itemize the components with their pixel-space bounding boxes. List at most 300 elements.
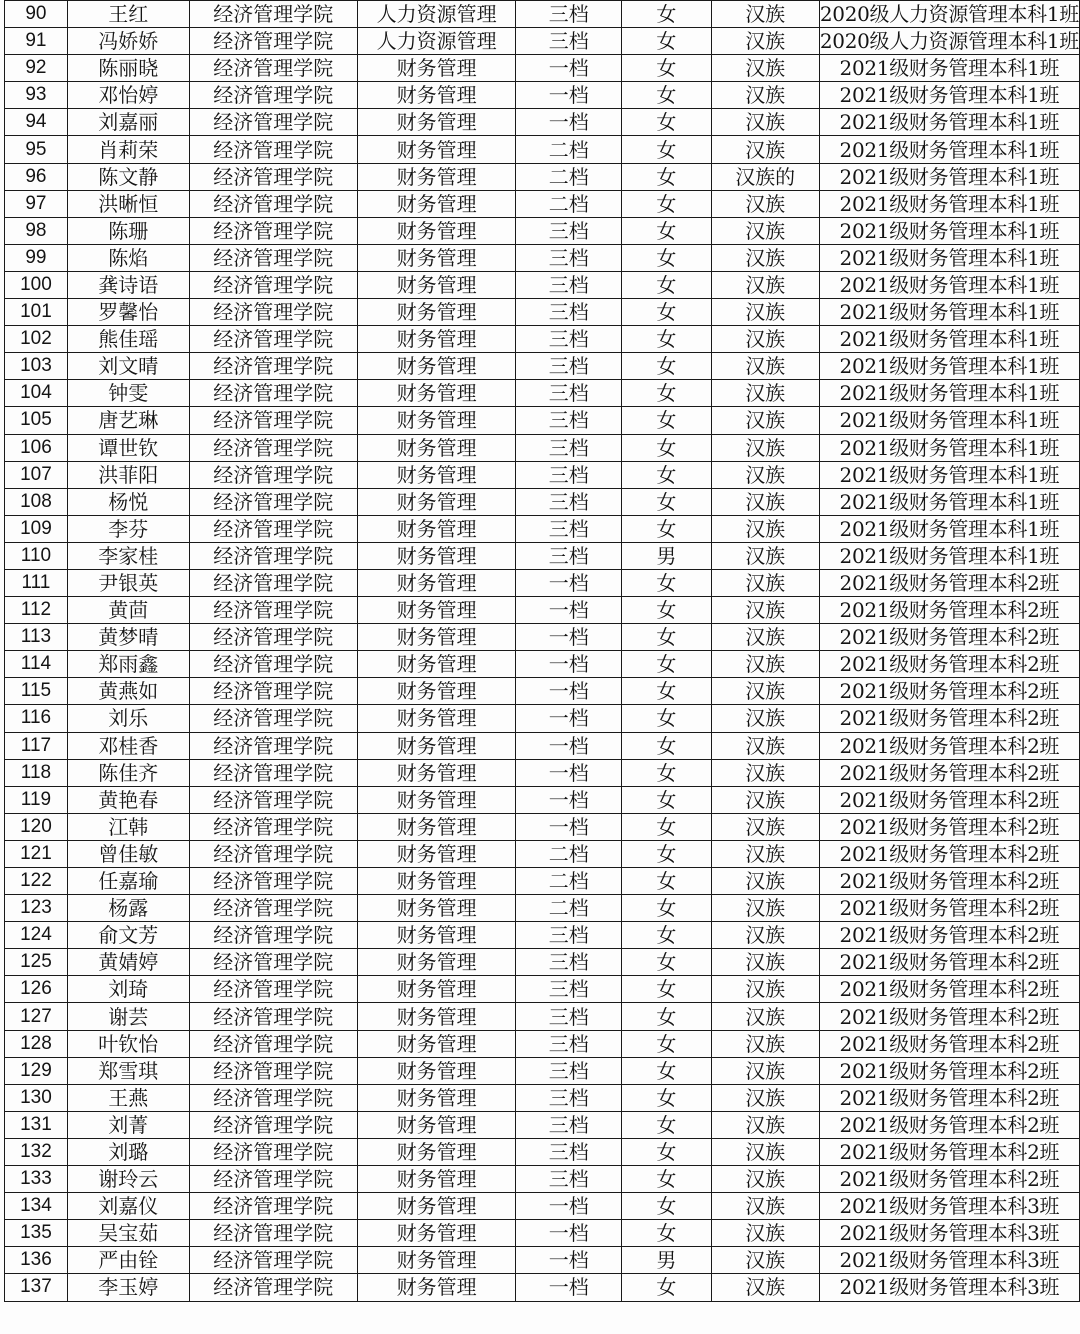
table-row bbox=[5, 1138, 1080, 1165]
gender-cell: 女 bbox=[622, 1274, 711, 1301]
gender-cell: 女 bbox=[622, 678, 711, 705]
aid-level-cell: 二档 bbox=[516, 190, 622, 217]
row-number-cell: 96 bbox=[5, 163, 68, 190]
student-roster-table bbox=[4, 0, 1080, 1302]
aid-level-cell: 一档 bbox=[516, 1247, 622, 1274]
student-name-cell: 黄茴 bbox=[67, 597, 189, 624]
aid-level-cell: 三档 bbox=[516, 488, 622, 515]
major-cell: 财务管理 bbox=[357, 976, 516, 1003]
student-name-cell: 刘嘉丽 bbox=[67, 109, 189, 136]
ethnicity-cell: 汉族 bbox=[711, 190, 819, 217]
row-number-cell: 132 bbox=[5, 1138, 68, 1165]
row-number-cell: 117 bbox=[5, 732, 68, 759]
table-row bbox=[5, 569, 1080, 596]
gender-cell: 女 bbox=[622, 380, 711, 407]
gender-cell: 女 bbox=[622, 1220, 711, 1247]
college-cell: 经济管理学院 bbox=[189, 624, 357, 651]
student-name-cell: 刘菁 bbox=[67, 1111, 189, 1138]
gender-cell: 女 bbox=[622, 1166, 711, 1193]
major-cell: 财务管理 bbox=[357, 732, 516, 759]
ethnicity-cell: 汉族 bbox=[711, 1084, 819, 1111]
major-cell: 财务管理 bbox=[357, 380, 516, 407]
row-number-cell: 102 bbox=[5, 326, 68, 353]
ethnicity-cell: 汉族 bbox=[711, 868, 819, 895]
college-cell: 经济管理学院 bbox=[189, 1084, 357, 1111]
ethnicity-cell: 汉族 bbox=[711, 109, 819, 136]
table-row bbox=[5, 976, 1080, 1003]
student-name-cell: 陈丽晓 bbox=[67, 55, 189, 82]
aid-level-cell: 一档 bbox=[516, 1220, 622, 1247]
aid-level-cell: 一档 bbox=[516, 786, 622, 813]
aid-level-cell: 三档 bbox=[516, 542, 622, 569]
ethnicity-cell: 汉族 bbox=[711, 813, 819, 840]
ethnicity-cell: 汉族 bbox=[711, 271, 819, 298]
college-cell: 经济管理学院 bbox=[189, 271, 357, 298]
row-number-cell: 104 bbox=[5, 380, 68, 407]
table-row bbox=[5, 82, 1080, 109]
major-cell: 财务管理 bbox=[357, 1247, 516, 1274]
table-row bbox=[5, 353, 1080, 380]
aid-level-cell: 三档 bbox=[516, 353, 622, 380]
row-number-cell: 135 bbox=[5, 1220, 68, 1247]
table-row bbox=[5, 136, 1080, 163]
gender-cell: 女 bbox=[622, 461, 711, 488]
major-cell: 财务管理 bbox=[357, 922, 516, 949]
gender-cell: 女 bbox=[622, 651, 711, 678]
ethnicity-cell: 汉族 bbox=[711, 895, 819, 922]
major-cell: 财务管理 bbox=[357, 136, 516, 163]
student-name-cell: 邓桂香 bbox=[67, 732, 189, 759]
student-name-cell: 李芬 bbox=[67, 515, 189, 542]
college-cell: 经济管理学院 bbox=[189, 1193, 357, 1220]
class-name-cell: 2021级财务管理本科2班 bbox=[819, 705, 1079, 732]
table-row bbox=[5, 488, 1080, 515]
table-row bbox=[5, 1247, 1080, 1274]
major-cell: 财务管理 bbox=[357, 1084, 516, 1111]
ethnicity-cell: 汉族 bbox=[711, 1030, 819, 1057]
gender-cell: 女 bbox=[622, 1111, 711, 1138]
major-cell: 财务管理 bbox=[357, 109, 516, 136]
class-name-cell: 2020级人力资源管理本科1班 bbox=[819, 29, 1079, 54]
student-name-cell: 李家桂 bbox=[67, 542, 189, 569]
class-name-cell: 2021级财务管理本科3班 bbox=[819, 1220, 1079, 1247]
class-name-cell: 2020级人力资源管理本科1班 bbox=[819, 2, 1079, 27]
row-number-cell: 127 bbox=[5, 1003, 68, 1030]
table-row bbox=[5, 461, 1080, 488]
ethnicity-cell: 汉族 bbox=[711, 759, 819, 786]
student-name-cell: 曾佳敏 bbox=[67, 840, 189, 867]
major-cell: 人力资源管理 bbox=[357, 28, 516, 55]
class-name-cell: 2021级财务管理本科2班 bbox=[819, 678, 1079, 705]
ethnicity-cell: 汉族 bbox=[711, 705, 819, 732]
aid-level-cell: 一档 bbox=[516, 82, 622, 109]
gender-cell: 女 bbox=[622, 922, 711, 949]
student-name-cell: 邓怡婷 bbox=[67, 82, 189, 109]
major-cell: 财务管理 bbox=[357, 786, 516, 813]
row-number-cell: 109 bbox=[5, 515, 68, 542]
aid-level-cell: 一档 bbox=[516, 109, 622, 136]
table-row bbox=[5, 759, 1080, 786]
major-cell: 财务管理 bbox=[357, 299, 516, 326]
major-cell: 财务管理 bbox=[357, 651, 516, 678]
gender-cell: 女 bbox=[622, 732, 711, 759]
aid-level-cell: 一档 bbox=[516, 759, 622, 786]
aid-level-cell: 三档 bbox=[516, 1084, 622, 1111]
class-name-cell: 2021级财务管理本科1班 bbox=[819, 326, 1079, 353]
college-cell: 经济管理学院 bbox=[189, 1057, 357, 1084]
row-number-cell: 97 bbox=[5, 190, 68, 217]
table-row bbox=[5, 380, 1080, 407]
table-row bbox=[5, 597, 1080, 624]
ethnicity-cell: 汉族 bbox=[711, 1193, 819, 1220]
ethnicity-cell: 汉族 bbox=[711, 1003, 819, 1030]
college-cell: 经济管理学院 bbox=[189, 597, 357, 624]
row-number-cell: 113 bbox=[5, 624, 68, 651]
gender-cell: 女 bbox=[622, 597, 711, 624]
major-cell: 财务管理 bbox=[357, 353, 516, 380]
college-cell: 经济管理学院 bbox=[189, 136, 357, 163]
row-number-cell: 116 bbox=[5, 705, 68, 732]
major-cell: 财务管理 bbox=[357, 1138, 516, 1165]
major-cell: 财务管理 bbox=[357, 217, 516, 244]
major-cell: 财务管理 bbox=[357, 1003, 516, 1030]
student-name-cell: 冯娇娇 bbox=[67, 28, 189, 55]
table-row bbox=[5, 813, 1080, 840]
class-name-cell: 2021级财务管理本科1班 bbox=[819, 542, 1079, 569]
table-row bbox=[5, 705, 1080, 732]
student-name-cell: 陈文静 bbox=[67, 163, 189, 190]
class-name-cell: 2021级财务管理本科2班 bbox=[819, 895, 1079, 922]
major-cell: 财务管理 bbox=[357, 868, 516, 895]
table-row bbox=[5, 732, 1080, 759]
gender-cell: 女 bbox=[622, 813, 711, 840]
table-row bbox=[5, 1084, 1080, 1111]
student-name-cell: 黄燕如 bbox=[67, 678, 189, 705]
table-row bbox=[5, 244, 1080, 271]
gender-cell: 女 bbox=[622, 515, 711, 542]
aid-level-cell: 二档 bbox=[516, 163, 622, 190]
row-number-cell: 90 bbox=[5, 1, 68, 28]
row-number-cell: 131 bbox=[5, 1111, 68, 1138]
class-name-cell: 2021级财务管理本科2班 bbox=[819, 786, 1079, 813]
table-row bbox=[5, 624, 1080, 651]
aid-level-cell: 二档 bbox=[516, 840, 622, 867]
table-row bbox=[5, 542, 1080, 569]
ethnicity-cell: 汉族 bbox=[711, 55, 819, 82]
major-cell: 财务管理 bbox=[357, 82, 516, 109]
gender-cell: 女 bbox=[622, 28, 711, 55]
college-cell: 经济管理学院 bbox=[189, 461, 357, 488]
class-name-cell: 2021级财务管理本科1班 bbox=[819, 407, 1079, 434]
major-cell: 财务管理 bbox=[357, 1193, 516, 1220]
gender-cell: 女 bbox=[622, 271, 711, 298]
major-cell: 财务管理 bbox=[357, 244, 516, 271]
class-name-cell: 2021级财务管理本科1班 bbox=[819, 217, 1079, 244]
class-name-cell: 2021级财务管理本科2班 bbox=[819, 569, 1079, 596]
college-cell: 经济管理学院 bbox=[189, 759, 357, 786]
major-cell: 财务管理 bbox=[357, 515, 516, 542]
student-name-cell: 李玉婷 bbox=[67, 1274, 189, 1301]
ethnicity-cell: 汉族 bbox=[711, 624, 819, 651]
gender-cell: 女 bbox=[622, 1, 711, 28]
college-cell: 经济管理学院 bbox=[189, 569, 357, 596]
class-name-cell: 2021级财务管理本科1班 bbox=[819, 190, 1079, 217]
student-name-cell: 王燕 bbox=[67, 1084, 189, 1111]
aid-level-cell: 三档 bbox=[516, 461, 622, 488]
student-name-cell: 刘乐 bbox=[67, 705, 189, 732]
college-cell: 经济管理学院 bbox=[189, 1111, 357, 1138]
college-cell: 经济管理学院 bbox=[189, 542, 357, 569]
table-row bbox=[5, 949, 1080, 976]
college-cell: 经济管理学院 bbox=[189, 380, 357, 407]
aid-level-cell: 三档 bbox=[516, 1138, 622, 1165]
ethnicity-cell: 汉族 bbox=[711, 678, 819, 705]
ethnicity-cell: 汉族 bbox=[711, 380, 819, 407]
aid-level-cell: 三档 bbox=[516, 380, 622, 407]
major-cell: 财务管理 bbox=[357, 1057, 516, 1084]
college-cell: 经济管理学院 bbox=[189, 82, 357, 109]
college-cell: 经济管理学院 bbox=[189, 922, 357, 949]
student-name-cell: 谢玲云 bbox=[67, 1166, 189, 1193]
class-name-cell: 2021级财务管理本科2班 bbox=[819, 624, 1079, 651]
major-cell: 财务管理 bbox=[357, 569, 516, 596]
gender-cell: 女 bbox=[622, 868, 711, 895]
gender-cell: 女 bbox=[622, 434, 711, 461]
ethnicity-cell: 汉族 bbox=[711, 569, 819, 596]
aid-level-cell: 三档 bbox=[516, 1030, 622, 1057]
ethnicity-cell: 汉族 bbox=[711, 407, 819, 434]
student-name-cell: 俞文芳 bbox=[67, 922, 189, 949]
class-name-cell: 2021级财务管理本科1班 bbox=[819, 461, 1079, 488]
row-number-cell: 120 bbox=[5, 813, 68, 840]
ethnicity-cell: 汉族 bbox=[711, 1111, 819, 1138]
student-name-cell: 谭世钦 bbox=[67, 434, 189, 461]
gender-cell: 女 bbox=[622, 949, 711, 976]
aid-level-cell: 三档 bbox=[516, 1111, 622, 1138]
college-cell: 经济管理学院 bbox=[189, 55, 357, 82]
major-cell: 财务管理 bbox=[357, 488, 516, 515]
student-name-cell: 杨悦 bbox=[67, 488, 189, 515]
aid-level-cell: 一档 bbox=[516, 569, 622, 596]
class-name-cell: 2021级财务管理本科1班 bbox=[819, 515, 1079, 542]
ethnicity-cell: 汉族 bbox=[711, 786, 819, 813]
ethnicity-cell: 汉族 bbox=[711, 434, 819, 461]
gender-cell: 女 bbox=[622, 569, 711, 596]
row-number-cell: 126 bbox=[5, 976, 68, 1003]
aid-level-cell: 三档 bbox=[516, 434, 622, 461]
table-row bbox=[5, 55, 1080, 82]
class-name-cell: 2021级财务管理本科2班 bbox=[819, 732, 1079, 759]
major-cell: 财务管理 bbox=[357, 1166, 516, 1193]
row-number-cell: 91 bbox=[5, 28, 68, 55]
gender-cell: 女 bbox=[622, 895, 711, 922]
table-row bbox=[5, 515, 1080, 542]
class-name-cell: 2021级财务管理本科1班 bbox=[819, 488, 1079, 515]
ethnicity-cell: 汉族 bbox=[711, 244, 819, 271]
gender-cell: 女 bbox=[622, 353, 711, 380]
row-number-cell: 137 bbox=[5, 1274, 68, 1301]
student-name-cell: 任嘉瑜 bbox=[67, 868, 189, 895]
row-number-cell: 95 bbox=[5, 136, 68, 163]
ethnicity-cell: 汉族 bbox=[711, 1, 819, 28]
row-number-cell: 134 bbox=[5, 1193, 68, 1220]
table-row bbox=[5, 109, 1080, 136]
class-name-cell: 2021级财务管理本科2班 bbox=[819, 949, 1079, 976]
college-cell: 经济管理学院 bbox=[189, 732, 357, 759]
gender-cell: 女 bbox=[622, 759, 711, 786]
aid-level-cell: 二档 bbox=[516, 868, 622, 895]
class-name-cell: 2021级财务管理本科1班 bbox=[819, 163, 1079, 190]
gender-cell: 男 bbox=[622, 542, 711, 569]
aid-level-cell: 三档 bbox=[516, 949, 622, 976]
ethnicity-cell: 汉族 bbox=[711, 353, 819, 380]
college-cell: 经济管理学院 bbox=[189, 434, 357, 461]
row-number-cell: 108 bbox=[5, 488, 68, 515]
class-name-cell: 2021级财务管理本科1班 bbox=[819, 299, 1079, 326]
table-row bbox=[5, 271, 1080, 298]
aid-level-cell: 三档 bbox=[516, 271, 622, 298]
class-name-cell: 2021级财务管理本科3班 bbox=[819, 1247, 1079, 1274]
table-row bbox=[5, 868, 1080, 895]
college-cell: 经济管理学院 bbox=[189, 840, 357, 867]
student-name-cell: 陈焰 bbox=[67, 244, 189, 271]
aid-level-cell: 三档 bbox=[516, 976, 622, 1003]
class-name-cell: 2021级财务管理本科2班 bbox=[819, 1084, 1079, 1111]
class-name-cell: 2021级财务管理本科2班 bbox=[819, 759, 1079, 786]
student-name-cell: 黄婧婷 bbox=[67, 949, 189, 976]
aid-level-cell: 三档 bbox=[516, 922, 622, 949]
row-number-cell: 92 bbox=[5, 55, 68, 82]
major-cell: 财务管理 bbox=[357, 407, 516, 434]
aid-level-cell: 三档 bbox=[516, 28, 622, 55]
ethnicity-cell: 汉族 bbox=[711, 1220, 819, 1247]
gender-cell: 女 bbox=[622, 109, 711, 136]
ethnicity-cell: 汉族 bbox=[711, 732, 819, 759]
major-cell: 财务管理 bbox=[357, 1030, 516, 1057]
class-name-cell: 2021级财务管理本科3班 bbox=[819, 1193, 1079, 1220]
ethnicity-cell: 汉族的 bbox=[711, 163, 819, 190]
college-cell: 经济管理学院 bbox=[189, 678, 357, 705]
ethnicity-cell: 汉族 bbox=[711, 1274, 819, 1301]
aid-level-cell: 三档 bbox=[516, 1003, 622, 1030]
student-name-cell: 洪菲阳 bbox=[67, 461, 189, 488]
ethnicity-cell: 汉族 bbox=[711, 922, 819, 949]
class-name-cell: 2021级财务管理本科2班 bbox=[819, 597, 1079, 624]
college-cell: 经济管理学院 bbox=[189, 1138, 357, 1165]
ethnicity-cell: 汉族 bbox=[711, 299, 819, 326]
major-cell: 财务管理 bbox=[357, 705, 516, 732]
row-number-cell: 119 bbox=[5, 786, 68, 813]
table-row bbox=[5, 1193, 1080, 1220]
row-number-cell: 128 bbox=[5, 1030, 68, 1057]
ethnicity-cell: 汉族 bbox=[711, 976, 819, 1003]
class-name-cell: 2021级财务管理本科2班 bbox=[819, 922, 1079, 949]
class-name-cell: 2021级财务管理本科1班 bbox=[819, 82, 1079, 109]
table-row bbox=[5, 1057, 1080, 1084]
row-number-cell: 121 bbox=[5, 840, 68, 867]
major-cell: 财务管理 bbox=[357, 190, 516, 217]
class-name-cell: 2021级财务管理本科1班 bbox=[819, 353, 1079, 380]
college-cell: 经济管理学院 bbox=[189, 1220, 357, 1247]
aid-level-cell: 三档 bbox=[516, 299, 622, 326]
major-cell: 财务管理 bbox=[357, 326, 516, 353]
gender-cell: 女 bbox=[622, 82, 711, 109]
major-cell: 人力资源管理 bbox=[357, 1, 516, 28]
class-name-cell: 2021级财务管理本科2班 bbox=[819, 651, 1079, 678]
major-cell: 财务管理 bbox=[357, 840, 516, 867]
student-name-cell: 郑雪琪 bbox=[67, 1057, 189, 1084]
major-cell: 财务管理 bbox=[357, 949, 516, 976]
student-name-cell: 陈珊 bbox=[67, 217, 189, 244]
row-number-cell: 100 bbox=[5, 271, 68, 298]
student-name-cell: 罗馨怡 bbox=[67, 299, 189, 326]
major-cell: 财务管理 bbox=[357, 1274, 516, 1301]
student-name-cell: 龚诗语 bbox=[67, 271, 189, 298]
table-row bbox=[5, 1030, 1080, 1057]
row-number-cell: 118 bbox=[5, 759, 68, 786]
class-name-cell: 2021级财务管理本科1班 bbox=[819, 380, 1079, 407]
college-cell: 经济管理学院 bbox=[189, 190, 357, 217]
student-name-cell: 郑雨鑫 bbox=[67, 651, 189, 678]
class-name-cell: 2021级财务管理本科2班 bbox=[819, 868, 1079, 895]
gender-cell: 女 bbox=[622, 217, 711, 244]
student-name-cell: 刘嘉仪 bbox=[67, 1193, 189, 1220]
row-number-cell: 123 bbox=[5, 895, 68, 922]
table-row bbox=[5, 434, 1080, 461]
major-cell: 财务管理 bbox=[357, 1220, 516, 1247]
aid-level-cell: 一档 bbox=[516, 705, 622, 732]
row-number-cell: 114 bbox=[5, 651, 68, 678]
major-cell: 财务管理 bbox=[357, 813, 516, 840]
aid-level-cell: 一档 bbox=[516, 813, 622, 840]
gender-cell: 女 bbox=[622, 190, 711, 217]
college-cell: 经济管理学院 bbox=[189, 163, 357, 190]
table-row bbox=[5, 1003, 1080, 1030]
table-row bbox=[5, 1274, 1080, 1301]
gender-cell: 男 bbox=[622, 1247, 711, 1274]
ethnicity-cell: 汉族 bbox=[711, 651, 819, 678]
aid-level-cell: 二档 bbox=[516, 136, 622, 163]
row-number-cell: 124 bbox=[5, 922, 68, 949]
table-row bbox=[5, 651, 1080, 678]
gender-cell: 女 bbox=[622, 55, 711, 82]
college-cell: 经济管理学院 bbox=[189, 705, 357, 732]
aid-level-cell: 一档 bbox=[516, 55, 622, 82]
aid-level-cell: 一档 bbox=[516, 678, 622, 705]
gender-cell: 女 bbox=[622, 840, 711, 867]
college-cell: 经济管理学院 bbox=[189, 1003, 357, 1030]
class-name-cell: 2021级财务管理本科1班 bbox=[819, 136, 1079, 163]
student-name-cell: 刘琦 bbox=[67, 976, 189, 1003]
college-cell: 经济管理学院 bbox=[189, 1274, 357, 1301]
aid-level-cell: 一档 bbox=[516, 624, 622, 651]
ethnicity-cell: 汉族 bbox=[711, 597, 819, 624]
row-number-cell: 125 bbox=[5, 949, 68, 976]
aid-level-cell: 一档 bbox=[516, 597, 622, 624]
major-cell: 财务管理 bbox=[357, 434, 516, 461]
ethnicity-cell: 汉族 bbox=[711, 28, 819, 55]
college-cell: 经济管理学院 bbox=[189, 976, 357, 1003]
row-number-cell: 136 bbox=[5, 1247, 68, 1274]
gender-cell: 女 bbox=[622, 326, 711, 353]
college-cell: 经济管理学院 bbox=[189, 895, 357, 922]
gender-cell: 女 bbox=[622, 1057, 711, 1084]
class-name-cell: 2021级财务管理本科1班 bbox=[819, 109, 1079, 136]
college-cell: 经济管理学院 bbox=[189, 299, 357, 326]
table-row bbox=[5, 895, 1080, 922]
table-row bbox=[5, 326, 1080, 353]
table-row bbox=[5, 299, 1080, 326]
